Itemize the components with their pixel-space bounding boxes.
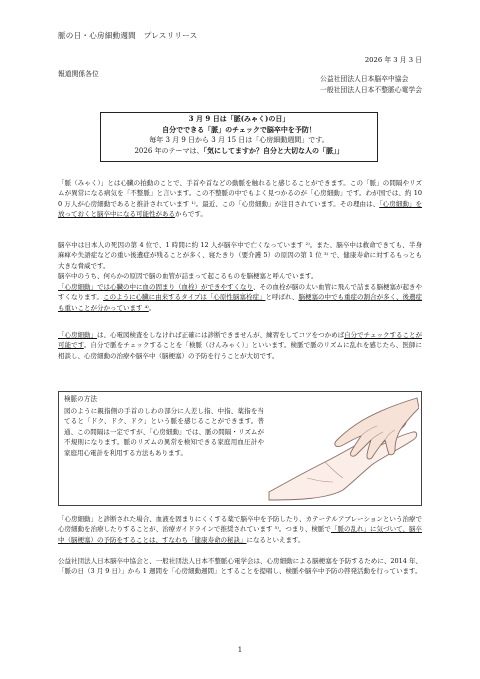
check-box-title: 検脈の方法: [64, 395, 97, 403]
paragraph-pulse-check: [58, 330, 422, 361]
p1-text-a: 「脈（みゃく）」とは心臓の拍動のことで、手首や首などの動脈を触れると感じることができます。この「脈」の間隔やリズムが異常になる病気を「不整脈」と言います。この不整脈の中でもよく見つかるのが「心房細動」です。わが国では、約 100 万人が心房細動であると推計されています ¹⁾。最近、この「心房細動」が注目されています。その理由は、: [58, 179, 422, 208]
p4-text-c: 。: [148, 303, 156, 312]
hands-pulse-check-illustration: [267, 396, 419, 502]
p1-underlined: 「心房細動」を放っておくと脳卒中になる可能性がある: [58, 199, 423, 219]
p6-text-a: 「心房細動」と診断された場合、血液を固まりにくくする薬で脳卒中を予防したり、カテーテルアブレーションという治療で心房細動を治療したりすることが、治療ガイドラインで推奨されています ⁵⁾。つまり、検脈で: [58, 515, 422, 534]
theme-text: 「気にしてますか？自分と大切な人の「脈」」: [203, 145, 344, 155]
p4-underlined-3: 脳梗塞の中でも重症の割合が多く、後遺症も重いことが分かっています ⁴⁾: [58, 293, 423, 312]
p4-underlined-1: 「心房細動」では心臓の中に血の固まり（血栓）ができやすくなり: [58, 283, 253, 291]
title-line-1: 3 月 9 日は「脈(みゃく)の日」: [188, 114, 290, 123]
pulse-check-method-box: [58, 391, 422, 506]
p4-text-a: 、その血栓が脳の太い血管に飛んで詰まる脳梗塞が起きやすくなります。: [58, 283, 422, 302]
paragraph-pulse-intro: [58, 178, 422, 220]
paragraph-stroke-stats: 脳卒中は日本人の死因の第 4 位で、1 時間に約 12 人が脳卒中で亡くなっています ²⁾。また、脳卒中は救命できても、半身麻痺や失語症などの重い後遺症が残ることが多く、寝たきり（要介護 5）の原因の第 1 位 ³⁾ で、健康寿命に対するもっとも大きな脅威です。: [58, 241, 422, 270]
page-number: 1: [237, 646, 243, 654]
issuer-1: 公益社団法人日本脳卒中協会: [320, 75, 409, 83]
title-box: [100, 112, 378, 162]
p4-text-b: と呼ばれ、: [265, 293, 299, 302]
p1-text-b: からです。: [175, 210, 207, 219]
p5-underlined-1: 「心房細動」: [58, 331, 98, 339]
p5-text-a: は、心電図検査をしなければ正確には診断できませんが、練習をしてコツをつかめば: [97, 331, 345, 339]
theme-prefix: 2026 年のテーマは、: [134, 146, 204, 155]
issuer-2: 一般社団法人日本不整脈心電学会: [320, 85, 422, 94]
p6-underlined: 「脈の乱れ」に気づいて、脳卒中（脳梗塞）の予防をすることは、すなわち「健康寿命の秘訣」: [58, 525, 422, 544]
paragraph-cerebral-infarction: 脳卒中のうち、何らかの原因で脳の血管が詰まって起こるものを脳梗塞と呼んでいます。: [58, 272, 318, 280]
paragraph-af-treatment: [58, 514, 422, 545]
release-date: 2026 年 3 月 3 日: [364, 56, 422, 64]
title-line-3: 毎年 3 月 9 日から 3 月 15 日は「心房細動週間」です。: [149, 136, 329, 145]
check-box-text: 図のように親指側の手首のしわの部分に人差し指、中指、薬指を当てると「ドク、ドク、ドク」という脈を感じることができます。普通、この間隔は一定ですが、「心房細動」では、脈の間隔・リズムが不規則になります。脈のリズムの異常を検知できる家庭用血圧計や家庭用心電計を利用する方法もあります。: [64, 407, 264, 457]
p6-text-b: になるといえます。: [246, 535, 305, 544]
p5-text-b: 。自分で脈をチェックすることを「検脈（けんみゃく）」といいます。検脈で脈のリズムに乱れを感じたら、医師に相談し、心房細動の治療や脳卒中（脳梗塞）の予防を行うことが大切です。: [58, 341, 423, 360]
header-text: 脈の日・心房細動週間 プレスリリース: [58, 31, 198, 40]
title-line-2: 自分でできる「脈」のチェックで脳卒中を予防！: [162, 124, 316, 134]
paragraph-af-mechanism: [58, 282, 422, 313]
p4-underlined-2: このように心臓に由来するタイプは「心原性脳塞栓症」: [103, 293, 266, 302]
p5-underlined-2: 自分でチェックすることが可能です: [58, 331, 423, 350]
issuer-block: [320, 74, 422, 95]
addressee: 報道関係各位: [58, 70, 99, 78]
title-line-4: [101, 146, 377, 157]
paragraph-awareness-week: 公益社団法人日本脳卒中協会と、一般社団法人日本不整脈心電学会は、心房細動による脳梗塞を予防するために、2014 年、「脈の日（3 月 9 日）」から 1 週間を「心房細動週間」とすることを提唱し、検脈や脳卒中予防の啓発活動を行っています。: [58, 557, 422, 576]
